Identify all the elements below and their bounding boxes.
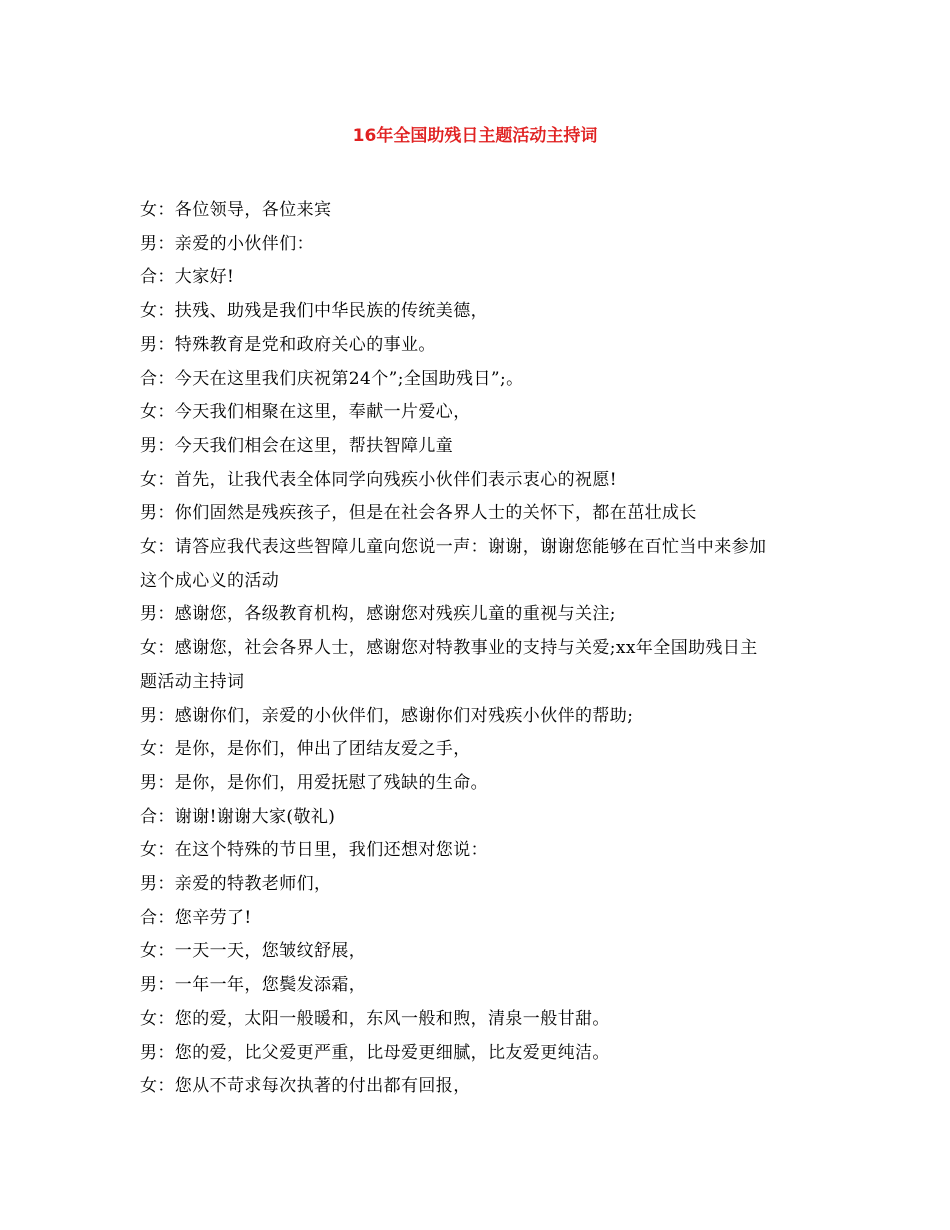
body-line: 女：请答应我代表这些智障儿童向您说一声：谢谢，谢谢您能够在百忙当中来参加: [140, 537, 767, 558]
body-line: 男：今天我们相会在这里，帮扶智障儿童: [140, 435, 454, 456]
body-line: 女：今天我们相聚在这里，奉献一片爱心，: [140, 402, 471, 423]
body-line: 男：您的爱，比父爱更严重，比母爱更细腻，比友爱更纯洁。: [140, 1042, 610, 1063]
body-line: 女：首先，让我代表全体同学向残疾小伙伴们表示衷心的祝愿!: [140, 469, 618, 490]
body-line: 女：各位领导，各位来宾: [140, 200, 332, 220]
body-line: 男：是你，是你们，用爱抚慰了残缺的生命。: [140, 772, 488, 793]
body-line: 男：你们固然是残疾孩子，但是在社会各界人士的关怀下，都在茁壮成长: [140, 503, 697, 524]
body-line: 男：感谢你们，亲爱的小伙伴们，感谢你们对残疾小伙伴的帮助;: [140, 705, 634, 726]
body-line: 女：扶残、助残是我们中华民族的传统美德，: [140, 301, 488, 322]
body-line: 合：您辛劳了!: [140, 907, 252, 928]
body-line: 女：是你，是你们，伸出了团结友爱之手，: [140, 739, 471, 760]
body-line: 题活动主持词: [140, 671, 245, 692]
body-line: 合：谢谢!谢谢大家(敬礼): [140, 806, 336, 827]
body-line: 男：亲爱的小伙伴们：: [140, 233, 314, 254]
body-line: 女：您从不苛求每次执著的付出都有回报，: [140, 1076, 471, 1097]
body-line: 男：一年一年，您鬓发添霜，: [140, 975, 367, 996]
body-line: 女：您的爱，太阳一般暖和，东风一般和煦，清泉一般甘甜。: [140, 1008, 610, 1029]
document-body: [140, 194, 820, 1104]
document-title: 16年全国助残日主题活动主持词: [352, 126, 598, 146]
body-line: 女：一天一天，您皱纹舒展，: [140, 941, 367, 962]
body-line: 男：特殊教育是党和政府关心的事业。: [140, 334, 436, 355]
body-line: 女：感谢您，社会各界人士，感谢您对特教事业的支持与关爱;xx年全国助残日主: [140, 638, 758, 659]
body-line: 女：在这个特殊的节日里，我们还想对您说：: [140, 840, 488, 861]
body-line: 合：今天在这里我们庆祝第24个”;全国助残日”;。: [140, 368, 524, 389]
body-line: 男：感谢您，各级教育机构，感谢您对残疾儿童的重视与关注;: [140, 604, 616, 625]
body-line: 这个成心义的活动: [140, 570, 280, 591]
body-line: 合：大家好!: [140, 267, 235, 288]
body-line: 男：亲爱的特教老师们，: [140, 874, 332, 895]
